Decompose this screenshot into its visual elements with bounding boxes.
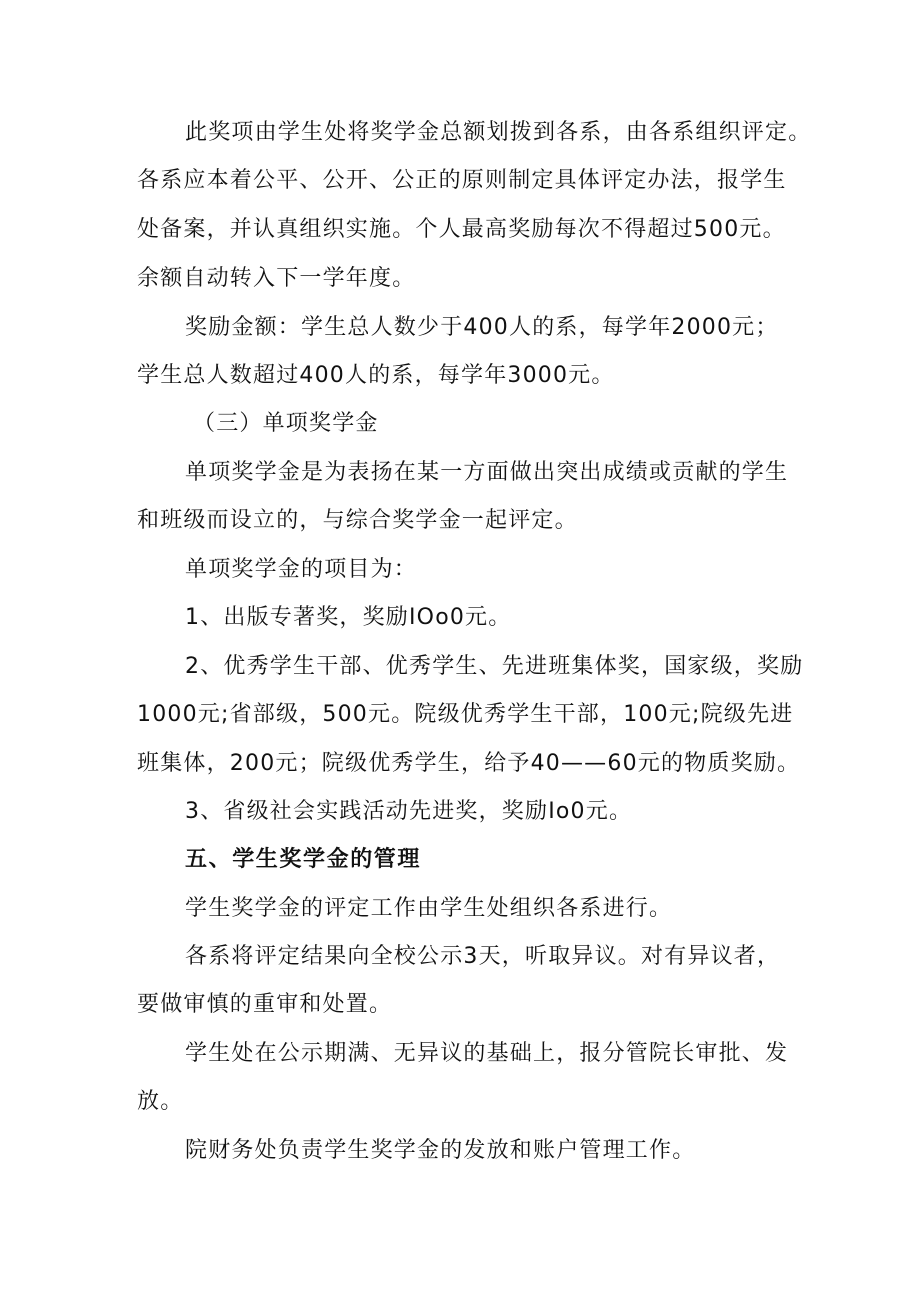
section-5-paragraph-4: 院财务处负责学生奖学金的发放和账户管理工作。 — [185, 1138, 696, 1163]
list-item-2-line-1: 2、优秀学生干部、优秀学生、先进班集体奖，国家级，奖励 — [185, 654, 804, 679]
section-5-paragraph-2-line-2: 要做审慎的重审和处置。 — [137, 992, 393, 1017]
paragraph-3-line-1: 单项奖学金是为表扬在某一方面做出突出成绩或贡献的学生 — [185, 460, 789, 485]
subheading-single-scholarship: （三）单项奖学金 — [193, 411, 379, 436]
paragraph-2-line-2: 学生总人数超过400人的系，每学年3000元。 — [137, 363, 615, 388]
section-5-paragraph-1: 学生奖学金的评定工作由学生处组织各系进行。 — [185, 896, 673, 921]
section-5-heading: 五、学生奖学金的管理 — [185, 847, 422, 872]
paragraph-3-line-2: 和班级而设立的，与综合奖学金一起评定。 — [137, 508, 578, 533]
paragraph-1-line-1: 此奖项由学生处将奖学金总额划拨到各系，由各系组织评定。 — [185, 120, 812, 145]
section-5-paragraph-3-line-1: 学生处在公示期满、无异议的基础上，报分管院长审批、发 — [185, 1041, 789, 1066]
section-5-paragraph-2-line-1: 各系将评定结果向全校公示3天，听取异议。对有异议者， — [185, 944, 781, 969]
paragraph-1-line-3: 处备案，并认真组织实施。个人最高奖励每次不得超过500元。 — [137, 217, 786, 242]
paragraph-1-line-4: 余额自动转入下一学年度。 — [137, 266, 416, 291]
paragraph-4: 单项奖学金的项目为： — [185, 557, 418, 582]
list-item-1: 1、出版专著奖，奖励IOo0元。 — [185, 605, 512, 630]
list-item-2-line-3: 班集体，200元；院级优秀学生，给予40——60元的物质奖励。 — [137, 751, 801, 776]
paragraph-1-line-2: 各系应本着公平、公开、公正的原则制定具体评定办法，报学生 — [137, 168, 787, 193]
paragraph-2-line-1: 奖励金额：学生总人数少于400人的系，每学年2000元； — [185, 315, 779, 340]
list-item-2-line-2: 1000元;省部级，500元。院级优秀学生干部，100元;院级先进 — [137, 702, 794, 727]
section-5-paragraph-3-line-2: 放。 — [137, 1089, 184, 1114]
list-item-3: 3、省级社会实践活动先进奖，奖励Io0元。 — [185, 799, 633, 824]
